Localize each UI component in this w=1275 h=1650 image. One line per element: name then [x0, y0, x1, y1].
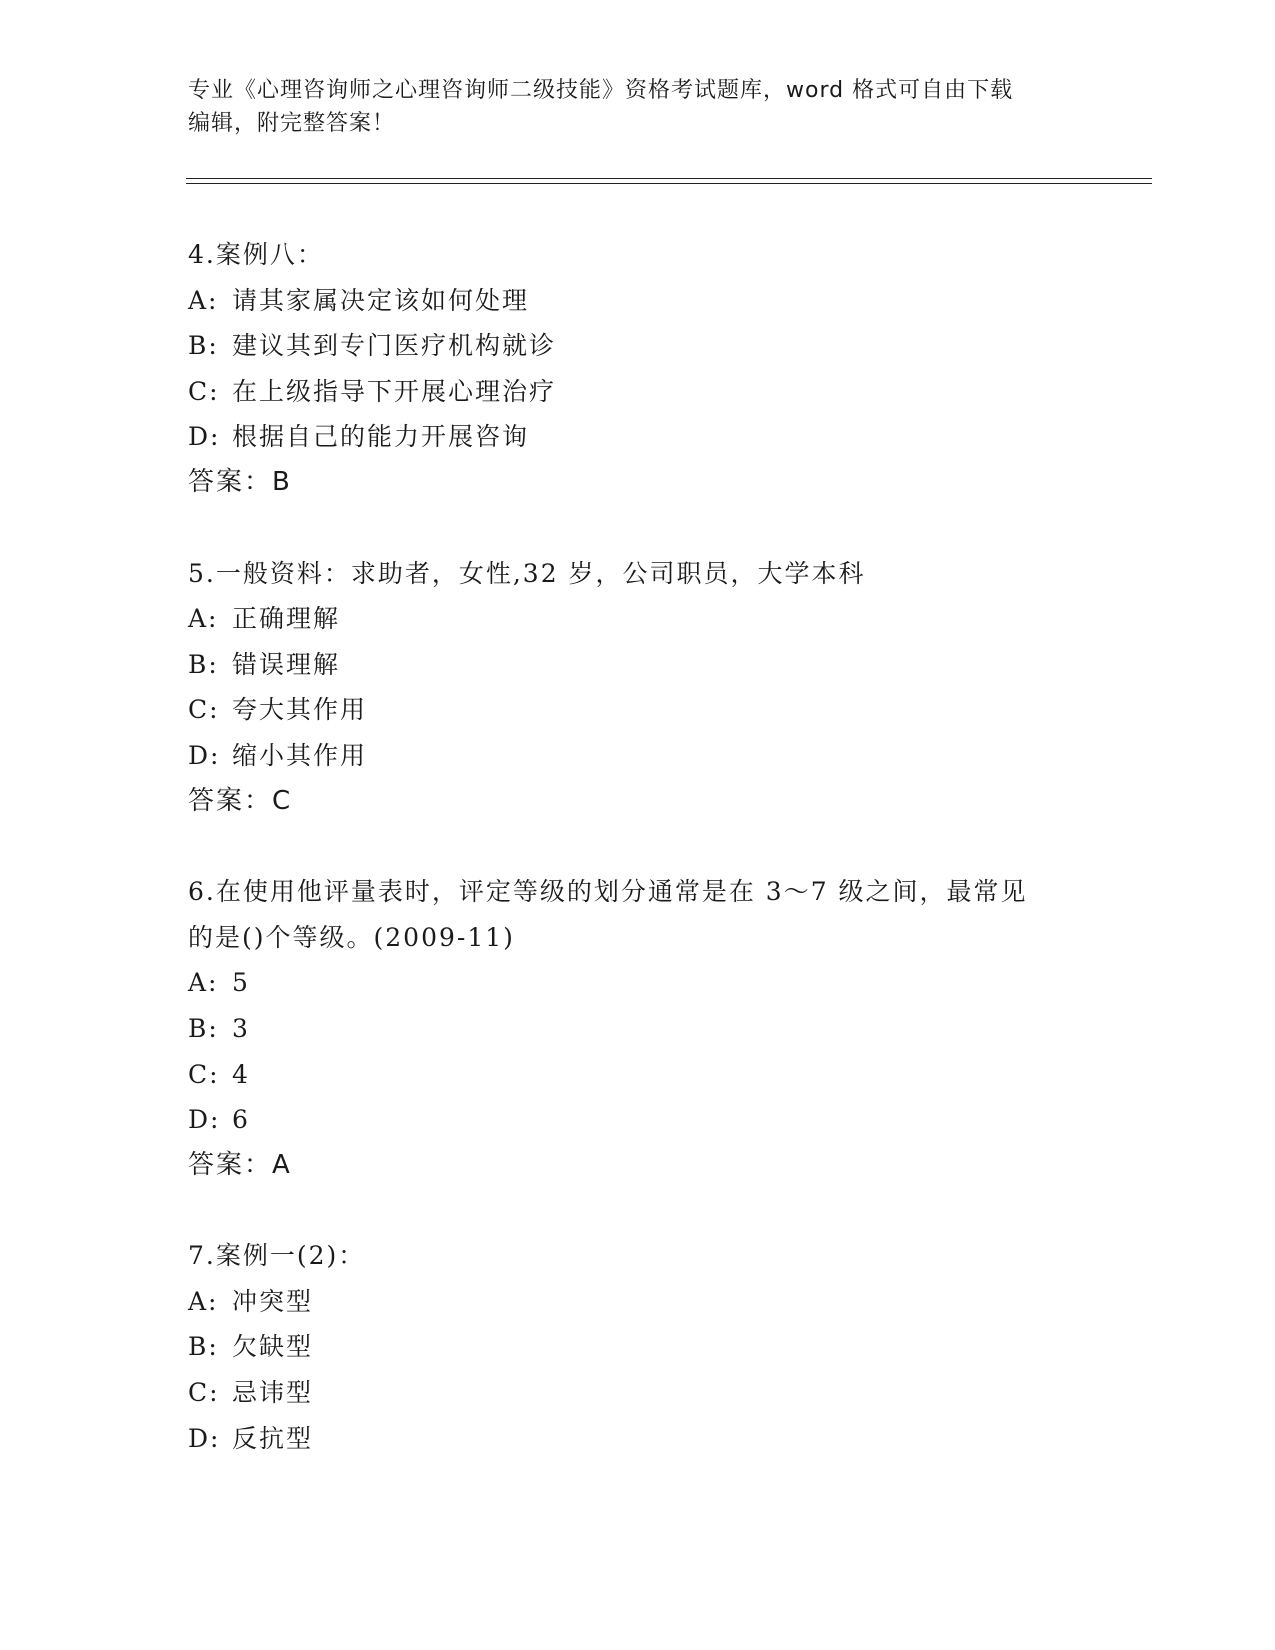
- question-text: 4.案例八：: [188, 240, 324, 269]
- header-divider-bottom: [186, 183, 1152, 184]
- question-text: 7.案例一(2)：: [188, 1241, 366, 1271]
- header-divider-top: [186, 178, 1152, 179]
- option-text: 冲突型: [232, 1286, 314, 1316]
- option-letter: C:: [188, 695, 220, 725]
- question-item: [188, 551, 1108, 825]
- question-text: 5.一般资料：求助者，女性,32 岁，公司职员，大学本科: [188, 558, 866, 588]
- option-letter: C:: [188, 1059, 220, 1089]
- header-line-2: 编辑，附完整答案！: [188, 111, 396, 136]
- option-text: 3: [232, 1013, 250, 1043]
- option-letter: D:: [188, 1105, 221, 1135]
- question-text-line-1: 6.在使用他评量表时，评定等级的划分通常是在 3～7 级之间，最常见: [188, 877, 1028, 907]
- question-list: [188, 232, 1108, 1506]
- option-a: [188, 960, 1108, 1006]
- option-b: [188, 323, 1108, 369]
- option-letter: D:: [188, 740, 221, 770]
- option-text: 夸大其作用: [232, 695, 368, 725]
- option-a: [188, 596, 1108, 642]
- option-c: [188, 687, 1108, 733]
- option-text: 反抗型: [232, 1423, 314, 1453]
- option-letter: A:: [188, 1286, 219, 1316]
- option-letter: D:: [188, 1423, 221, 1453]
- option-text: 在上级指导下开展心理治疗: [232, 376, 557, 406]
- option-a: [188, 278, 1108, 324]
- option-text: 建议其到专门医疗机构就诊: [232, 331, 557, 361]
- option-letter: A:: [188, 968, 219, 998]
- option-text: 根据自己的能力开展咨询: [232, 422, 530, 452]
- option-letter: B:: [188, 649, 219, 679]
- option-letter: B:: [188, 331, 219, 361]
- option-letter: D:: [188, 422, 221, 452]
- option-text: 5: [232, 968, 250, 998]
- option-letter: A:: [188, 285, 219, 315]
- option-a: [188, 1279, 1108, 1325]
- option-b: [188, 642, 1108, 688]
- option-text: 正确理解: [232, 604, 341, 634]
- document-header: [188, 74, 1088, 140]
- header-line-1: 专业《心理咨询师之心理咨询师二级技能》资格考试题库，word 格式可自由下载: [188, 78, 1014, 103]
- question-item: [188, 869, 1108, 1188]
- option-d: [188, 414, 1108, 460]
- option-letter: C:: [188, 1378, 220, 1408]
- answer-line: 答案：A: [188, 1149, 292, 1180]
- option-text: 欠缺型: [232, 1332, 314, 1362]
- option-b: [188, 1324, 1108, 1370]
- question-item: [188, 1233, 1108, 1461]
- option-letter: B:: [188, 1013, 219, 1043]
- option-text: 4: [232, 1059, 250, 1089]
- question-text-line-2: 的是()个等级。(2009-11): [188, 922, 515, 952]
- option-b: [188, 1006, 1108, 1052]
- option-d: [188, 733, 1108, 779]
- option-letter: A:: [188, 604, 219, 634]
- question-item: [188, 232, 1108, 506]
- option-letter: B:: [188, 1332, 219, 1362]
- option-text: 错误理解: [232, 649, 341, 679]
- answer-line: 答案：B: [188, 466, 292, 497]
- option-d: [188, 1416, 1108, 1462]
- option-text: 请其家属决定该如何处理: [232, 285, 530, 315]
- option-c: [188, 1052, 1108, 1098]
- option-c: [188, 1370, 1108, 1416]
- answer-line: 答案：C: [188, 785, 293, 816]
- option-text: 6: [232, 1105, 250, 1135]
- option-letter: C:: [188, 376, 220, 406]
- option-d: [188, 1097, 1108, 1143]
- option-text: 缩小其作用: [232, 740, 368, 770]
- option-text: 忌讳型: [232, 1378, 314, 1408]
- option-c: [188, 369, 1108, 415]
